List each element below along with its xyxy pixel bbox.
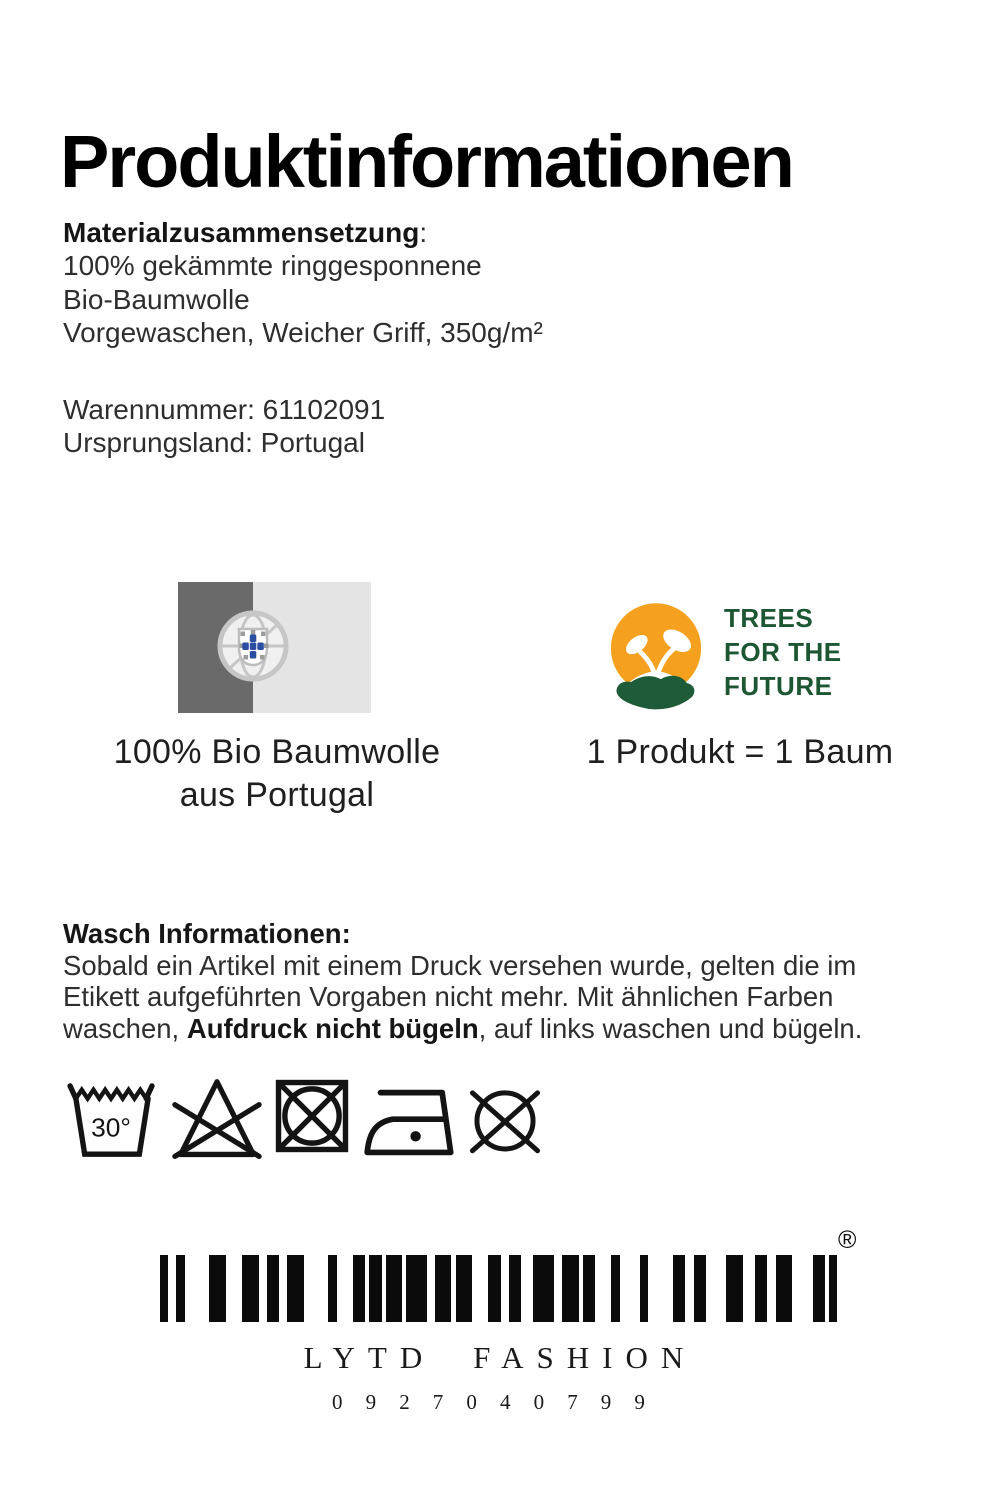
trees-word-1: TREES xyxy=(724,603,814,633)
trees-word-2: FOR THE xyxy=(724,637,842,667)
wash-heading: Wasch Informationen: xyxy=(63,918,351,949)
wash-line-3-bold: Aufdruck nicht bügeln xyxy=(186,1012,479,1044)
trees-word-3: FUTURE xyxy=(724,671,833,701)
material-heading-colon: : xyxy=(419,217,428,248)
armillary-sphere-icon xyxy=(220,613,286,679)
barcode-bars xyxy=(160,1255,838,1322)
do-not-bleach-icon xyxy=(167,1076,267,1164)
wash-line-3-post: , auf links waschen und bügeln. xyxy=(478,1012,863,1044)
trees-logo-wordmark xyxy=(724,601,894,703)
flag-caption-line-1: 100% Bio Baumwolle xyxy=(113,733,441,771)
flag-caption xyxy=(77,731,477,817)
wash-30-icon xyxy=(63,1082,161,1162)
wash-info-section xyxy=(63,918,963,1044)
trees-caption: 1 Produkt = 1 Baum xyxy=(586,733,894,771)
flag-caption-line-2: aus Portugal xyxy=(179,776,375,814)
wash-line-3 xyxy=(63,1013,963,1045)
wash-line-1: Sobald ein Artikel mit einem Druck versehen wurde, gelten die im xyxy=(63,949,857,981)
item-number-line: Warennummer: 61102091 xyxy=(63,394,386,425)
do-not-dry-clean-icon xyxy=(463,1082,547,1158)
item-section xyxy=(63,393,663,460)
material-heading-line xyxy=(63,216,763,249)
material-line-1: 100% gekämmte ringgesponnene xyxy=(63,250,482,282)
do-not-tumble-dry-icon xyxy=(274,1078,350,1154)
portugal-flag-icon xyxy=(178,582,371,713)
trees-for-the-future-logo xyxy=(608,602,704,714)
material-line-3: Vorgewaschen, Weicher Griff, 350g/m² xyxy=(63,317,543,349)
wash-line-2: Etikett aufgeführten Vorgaben nicht mehr. Mit ähnlichen Farben xyxy=(63,981,834,1013)
registered-trademark-icon: ® xyxy=(838,1226,857,1254)
iron-dot xyxy=(410,1131,420,1141)
trees-logo-icon xyxy=(608,602,704,714)
brand-wordmark: LYTD FASHION xyxy=(303,1340,697,1375)
iron-low-temp-icon xyxy=(361,1086,455,1160)
wash-temp-label: 30° xyxy=(91,1112,131,1143)
origin-country-line: Ursprungsland: Portugal xyxy=(63,427,365,459)
page-title: Produktinformationen xyxy=(60,119,793,203)
portugal-flag xyxy=(178,582,371,713)
material-heading: Materialzusammensetzung xyxy=(63,217,420,248)
wash-line-3-pre: waschen, xyxy=(63,1012,187,1044)
material-line-2: Bio-Baumwolle xyxy=(63,283,250,315)
material-section xyxy=(63,216,763,350)
serial-number: 0927040799 xyxy=(332,1390,668,1414)
